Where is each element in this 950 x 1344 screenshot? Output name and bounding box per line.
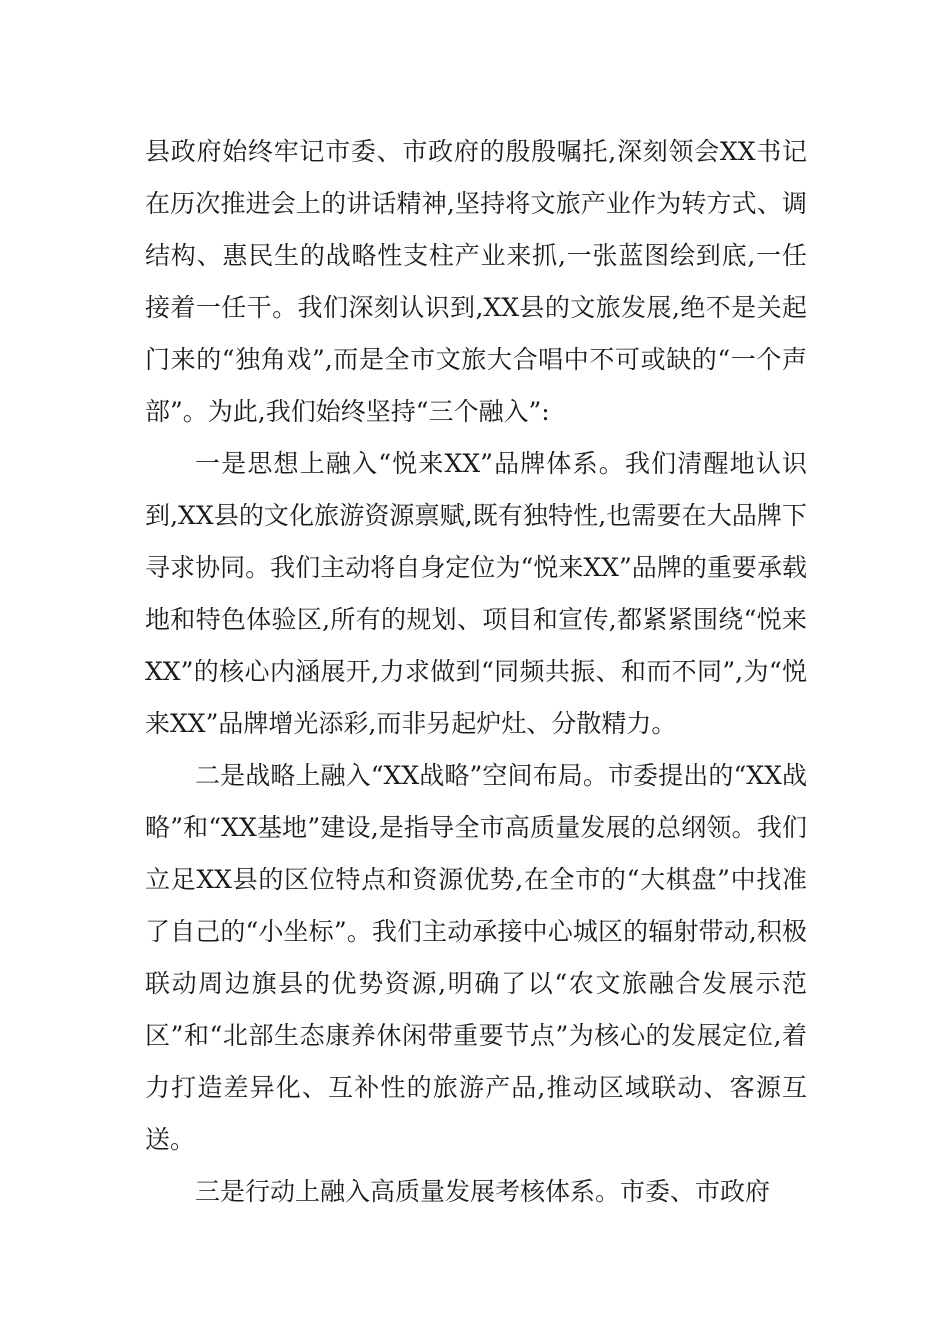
paragraph-point-two: 二是战略上融入“XX战略”空间布局。市委提出的“XX战略”和“XX基地”建设,是指导全市高质量发展的总纲领。我们立足XX县的区位特点和资源优势,在全市的“大棋盘”中找准了自己的“小坐标”。我们主动承接中心城区的辐射带动,积极联动周边旗县的优势资源,明确了以“农文旅融合发展示范区”和“北部生态康养休闲带重要节点”为核心的发展定位,着力打造差异化、互补性的旅游产品,推动区域联动、客源互送。 <box>145 761 807 1154</box>
paragraph-continuation: 县政府始终牢记市委、市政府的殷殷嘱托,深刻领会XX书记在历次推进会上的讲话精神,坚持将文旅产业作为转方式、调结构、惠民生的战略性支柱产业来抓,一张蓝图绘到底,一任接着一任干。我们深刻认识到,XX县的文旅发展,绝不是关起门来的“独角戏”,而是全市文旅大合唱中不可或缺的“一个声部”。为此,我们始终坚持“三个融入”: <box>145 137 807 426</box>
paragraph-point-three: 三是行动上融入高质量发展考核体系。市委、市政府 <box>195 1177 771 1206</box>
document-body <box>145 126 807 1218</box>
paragraph-point-one: 一是思想上融入“悦来XX”品牌体系。我们清醒地认识到,XX县的文化旅游资源禀赋,既有独特性,也需要在大品牌下寻求协同。我们主动将自身定位为“悦来XX”品牌的重要承载地和特色体验区,所有的规划、项目和宣传,都紧紧围绕“悦来XX”的核心内涵展开,力求做到“同频共振、和而不同”,为“悦来XX”品牌增光添彩,而非另起炉灶、分散精力。 <box>145 449 807 738</box>
